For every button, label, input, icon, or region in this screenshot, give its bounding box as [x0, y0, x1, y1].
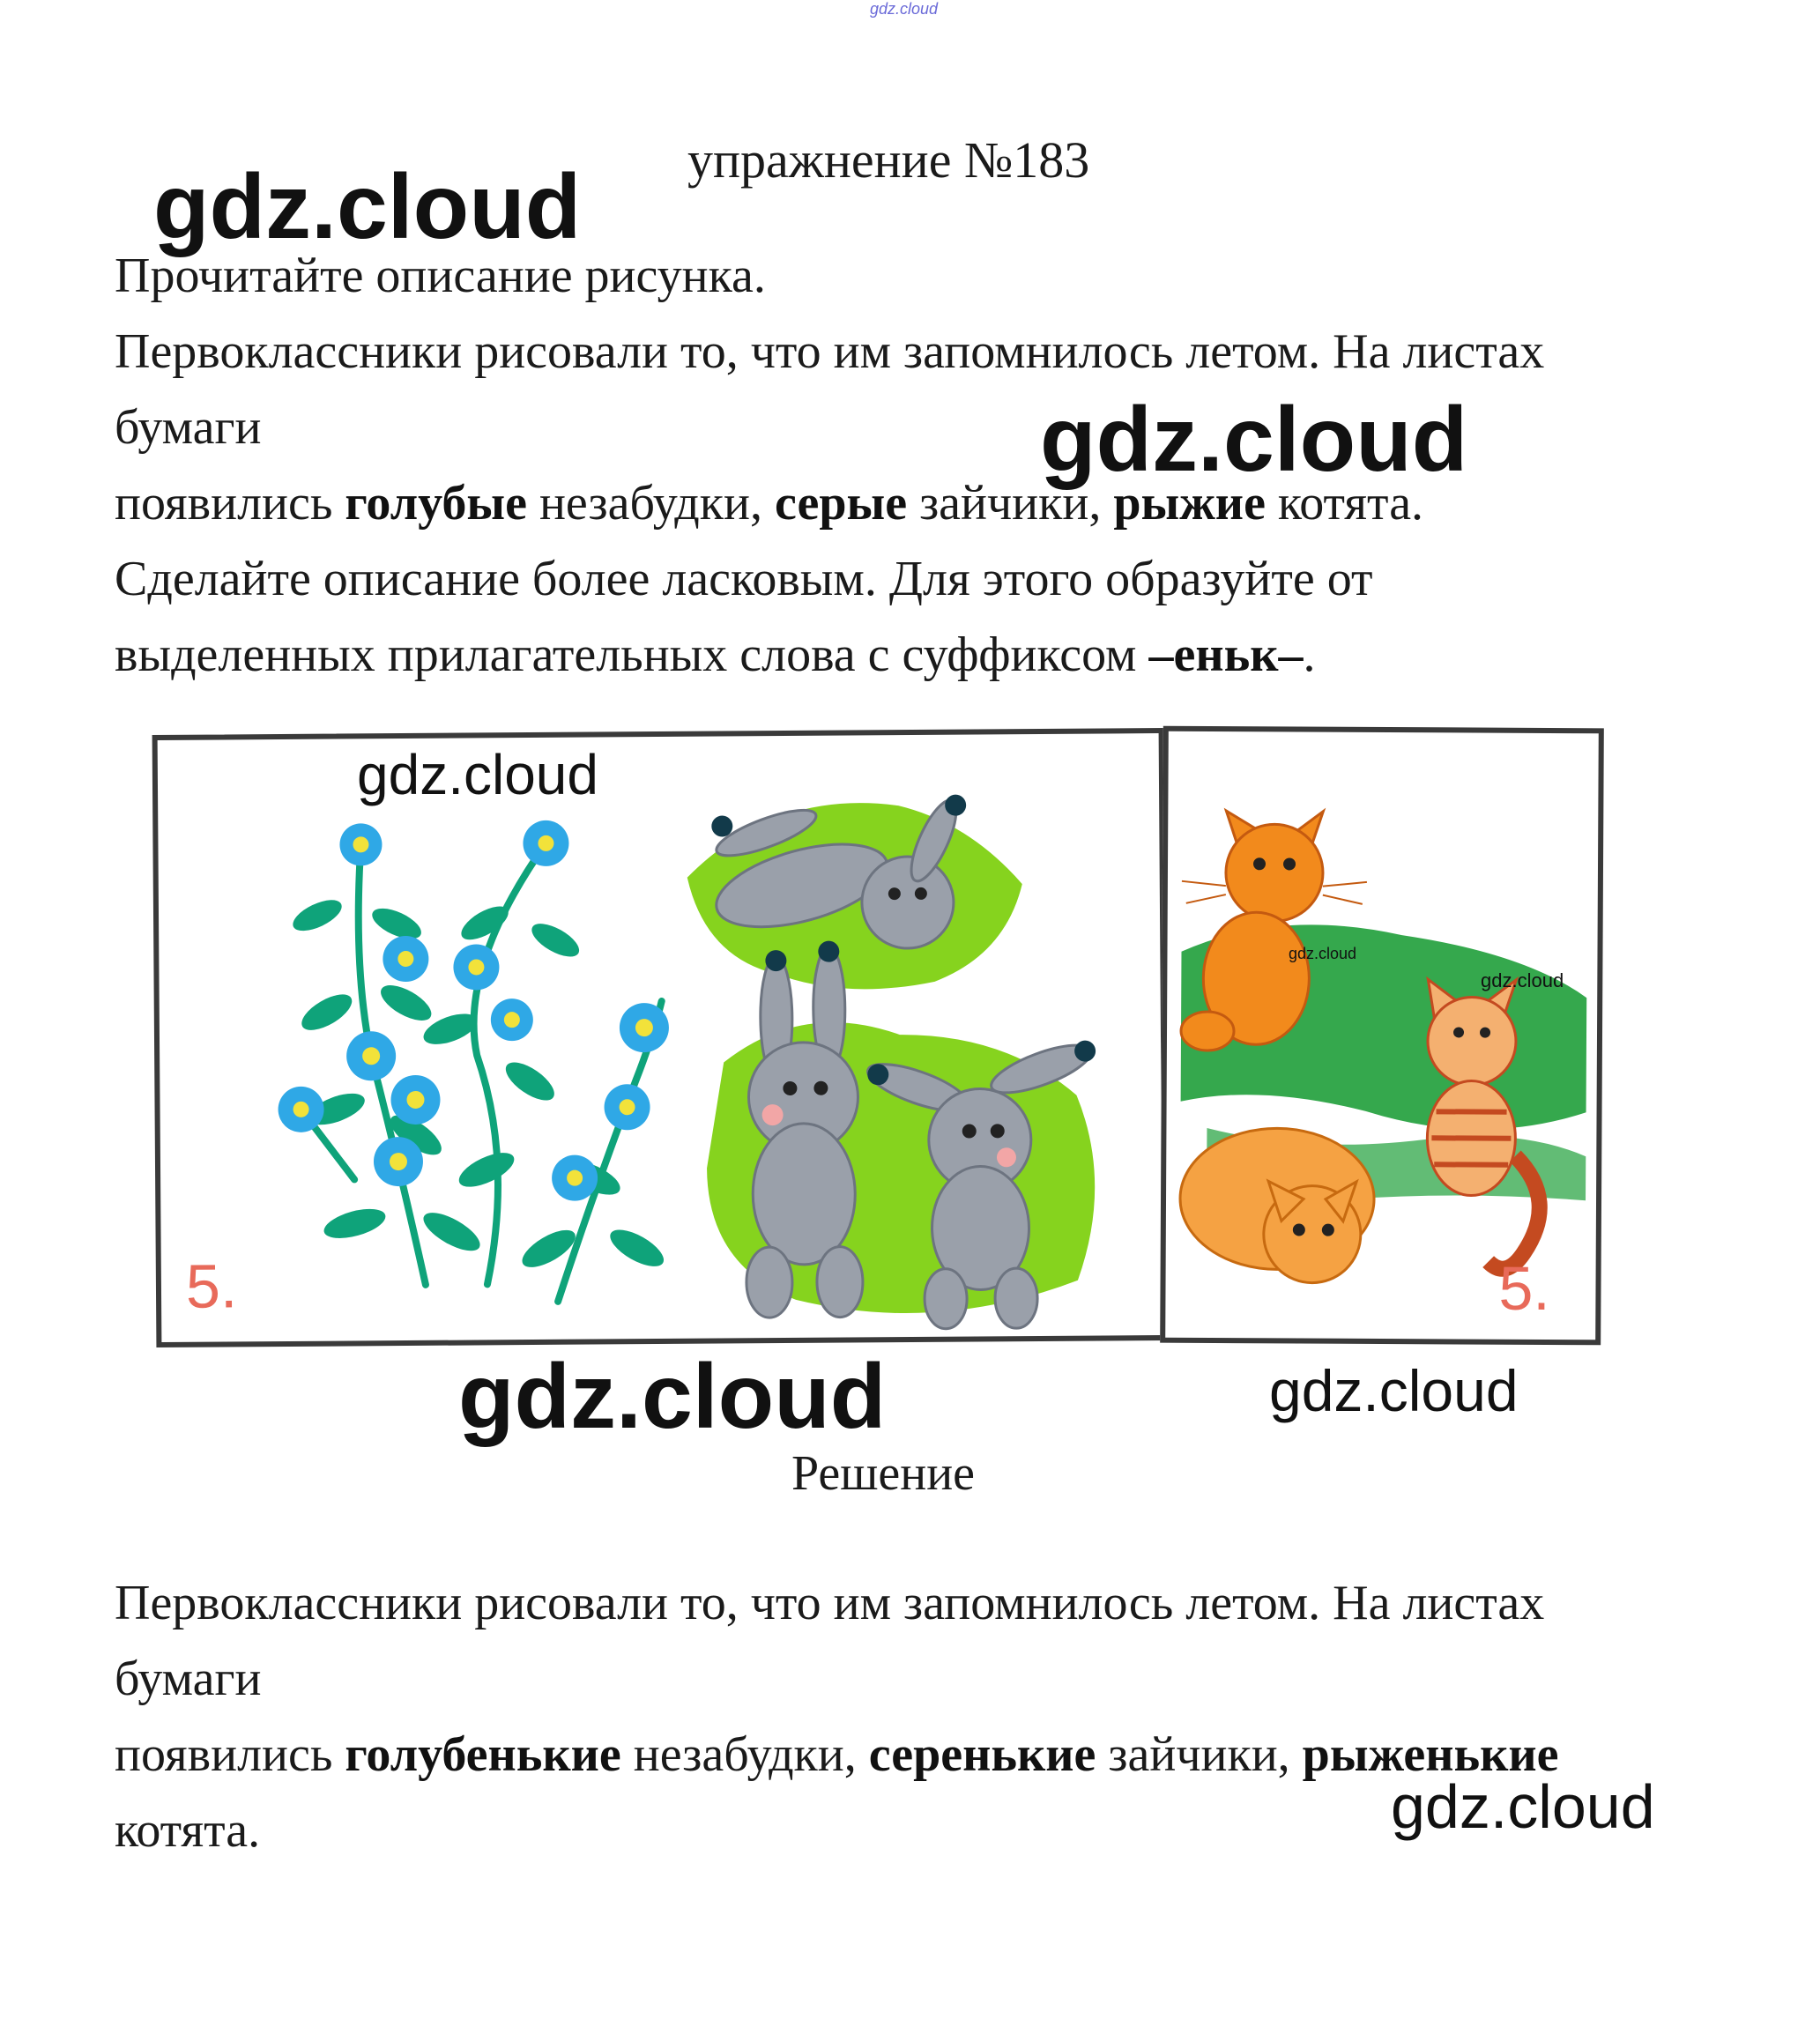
bold-diminutive-grey: серенькие [868, 1727, 1096, 1782]
bold-diminutive-blue: голубенькие [345, 1727, 621, 1782]
watermark-7: gdz.cloud [1269, 1358, 1519, 1423]
text-span: незабудки, [526, 476, 775, 531]
task-instruction: Прочитайте описание рисунка. [115, 249, 766, 303]
solution-line-3 [115, 1717, 1559, 1793]
bold-diminutive-ginger: рыженькие [1302, 1727, 1559, 1782]
text-span: . [1303, 627, 1316, 682]
suffix: –еньк– [1148, 627, 1304, 682]
ginger-kittens-icon [1170, 740, 1596, 1325]
text-span: зайчики, [907, 476, 1114, 531]
text-span: незабудки, [620, 1727, 869, 1782]
left-drawing [152, 728, 1169, 1347]
task-line-1: Первоклассники рисовали то, что им запомнилось летом. На листах [115, 324, 1545, 379]
text-span: появились [115, 1727, 345, 1782]
right-drawing [1160, 726, 1604, 1346]
solution-heading: Решение [791, 1446, 976, 1501]
watermark-4: gdz.cloud [1289, 945, 1357, 962]
text-span: зайчики, [1096, 1727, 1303, 1782]
exercise-title: упражнение №183 [687, 131, 1090, 189]
solution-line-1: Первоклассники рисовали то, что им запомнилось летом. На листах [115, 1576, 1545, 1630]
task-line-2: бумаги [115, 400, 262, 455]
text-span: появились [115, 476, 345, 531]
watermark-2: gdz.cloud [1040, 389, 1468, 491]
text-span: котята. [1265, 476, 1424, 531]
right-picture-number: 5. [1498, 1253, 1551, 1324]
watermark-5: gdz.cloud [1481, 969, 1564, 991]
task-line-5 [115, 617, 1315, 693]
solution-line-2: бумаги [115, 1652, 262, 1706]
watermark-6: gdz.cloud [458, 1346, 887, 1448]
grey-bunnies-icon [669, 768, 1131, 1336]
left-picture-number: 5. [185, 1251, 238, 1321]
bold-adjective-grey: серые [774, 476, 908, 531]
task-line-4: Сделайте описание более ласковым. Для этого образуйте от [115, 552, 1373, 606]
forget-me-not-flowers-icon [219, 790, 717, 1322]
watermark-8: gdz.cloud [1391, 1772, 1655, 1841]
solution-line-4: котята. [115, 1803, 261, 1858]
task-line-3 [115, 465, 1423, 541]
watermark-1: gdz.cloud [153, 156, 582, 258]
bold-adjective-ginger: рыжие [1113, 476, 1266, 531]
bold-adjective-blue: голубые [345, 476, 527, 531]
watermark-3: gdz.cloud [357, 743, 598, 806]
text-span: выделенных прилагательных слова с суффиксом [115, 627, 1149, 682]
top-watermark: gdz.cloud [870, 0, 939, 18]
